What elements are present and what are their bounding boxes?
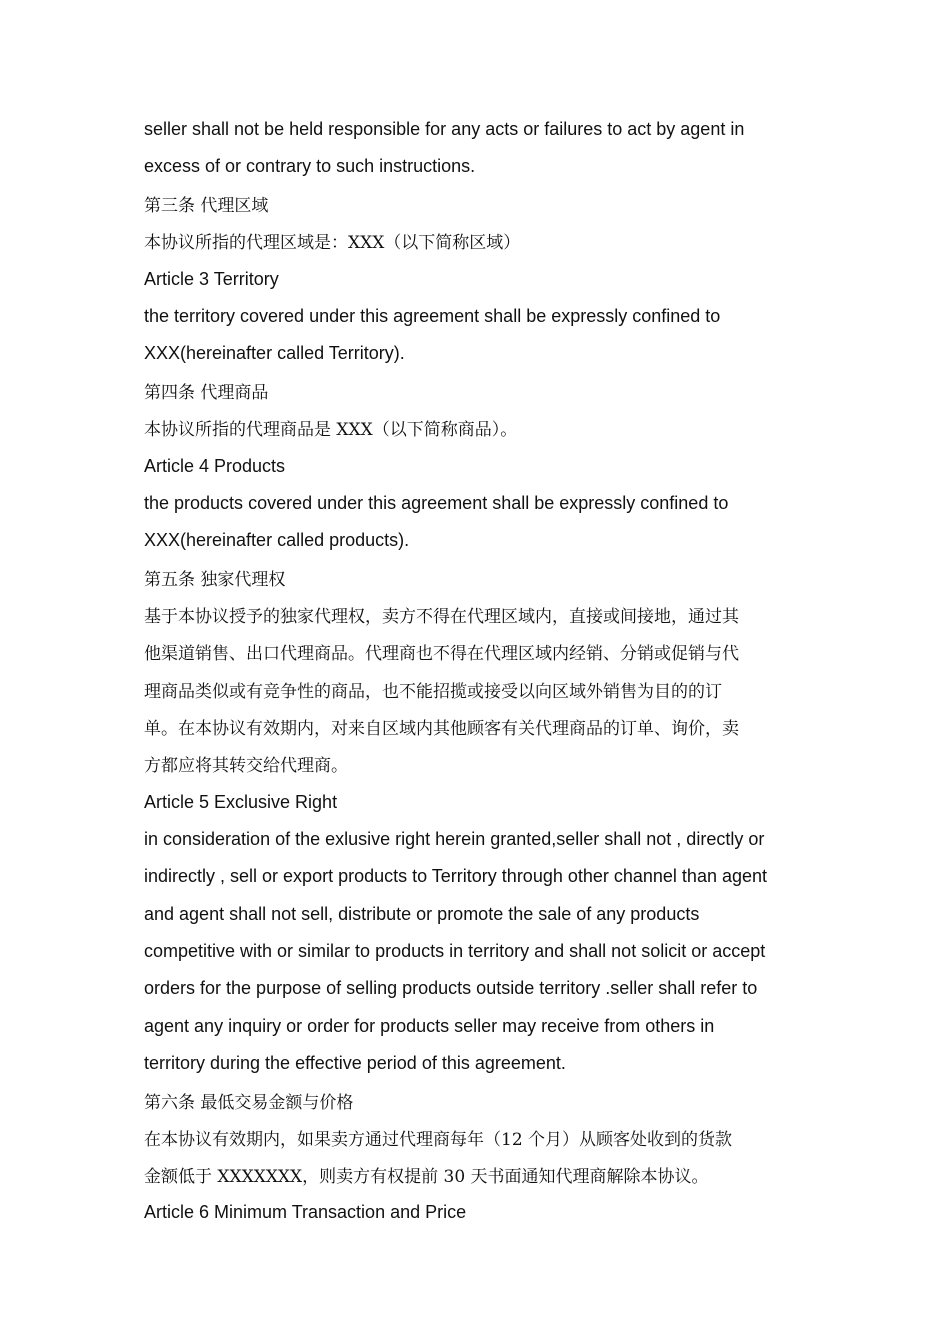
article-heading: 第五条 独家代理权 [144, 570, 286, 590]
text-line: agent any inquiry or order for products seller may receive from others in [144, 1016, 715, 1036]
article-heading: Article 5 Exclusive Right [144, 792, 338, 812]
text-line: the territory covered under this agreement shall be expressly confined to [144, 306, 721, 326]
text-line: XXX(hereinafter called products). [144, 530, 410, 550]
text-line: competitive with or similar to products in territory and shall not solicit or accept [144, 941, 766, 961]
article-heading: Article 4 Products [144, 456, 286, 476]
text-line: orders for the purpose of selling products outside territory .seller shall refer to [144, 978, 758, 998]
article-heading: Article 3 Territory [144, 269, 279, 289]
text-line: 在本协议有效期内，如果卖方通过代理商每年（12 个月）从顾客处收到的货款 [144, 1130, 733, 1150]
text-line: in consideration of the exlusive right herein granted,seller shall not , directly or [144, 829, 765, 849]
text-line: 本协议所指的代理商品是 XXX（以下简称商品）。 [144, 420, 518, 440]
text-line: 理商品类似或有竞争性的商品，也不能招揽或接受以向区域外销售为目的的订 [144, 682, 722, 702]
text-line: 金额低于 XXXXXXX，则卖方有权提前 30 天书面通知代理商解除本协议。 [144, 1167, 709, 1187]
text-line: excess of or contrary to such instructions. [144, 156, 476, 176]
text-line: 本协议所指的代理区域是：XXX（以下简称区域） [144, 233, 521, 253]
article-heading: 第六条 最低交易金额与价格 [144, 1093, 354, 1113]
text-line: seller shall not be held responsible for any acts or failures to act by agent in [144, 119, 745, 139]
article-heading: 第四条 代理商品 [144, 383, 269, 403]
text-line: and agent shall not sell, distribute or promote the sale of any products [144, 904, 700, 924]
text-line: indirectly , sell or export products to Territory through other channel than agent [144, 866, 768, 886]
text-line: territory during the effective period of this agreement. [144, 1053, 566, 1073]
text-line: 单。在本协议有效期内，对来自区域内其他顾客有关代理商品的订单、询价，卖 [144, 719, 739, 739]
text-line: 他渠道销售、出口代理商品。代理商也不得在代理区域内经销、分销或促销与代 [144, 644, 739, 664]
text-line: the products covered under this agreement shall be expressly confined to [144, 493, 729, 513]
article-heading: Article 6 Minimum Transaction and Price [144, 1202, 467, 1222]
text-line: 基于本协议授予的独家代理权，卖方不得在代理区域内，直接或间接地，通过其 [144, 607, 739, 627]
article-heading: 第三条 代理区域 [144, 196, 269, 216]
text-line: 方都应将其转交给代理商。 [144, 756, 348, 776]
text-line: XXX(hereinafter called Territory). [144, 343, 405, 363]
